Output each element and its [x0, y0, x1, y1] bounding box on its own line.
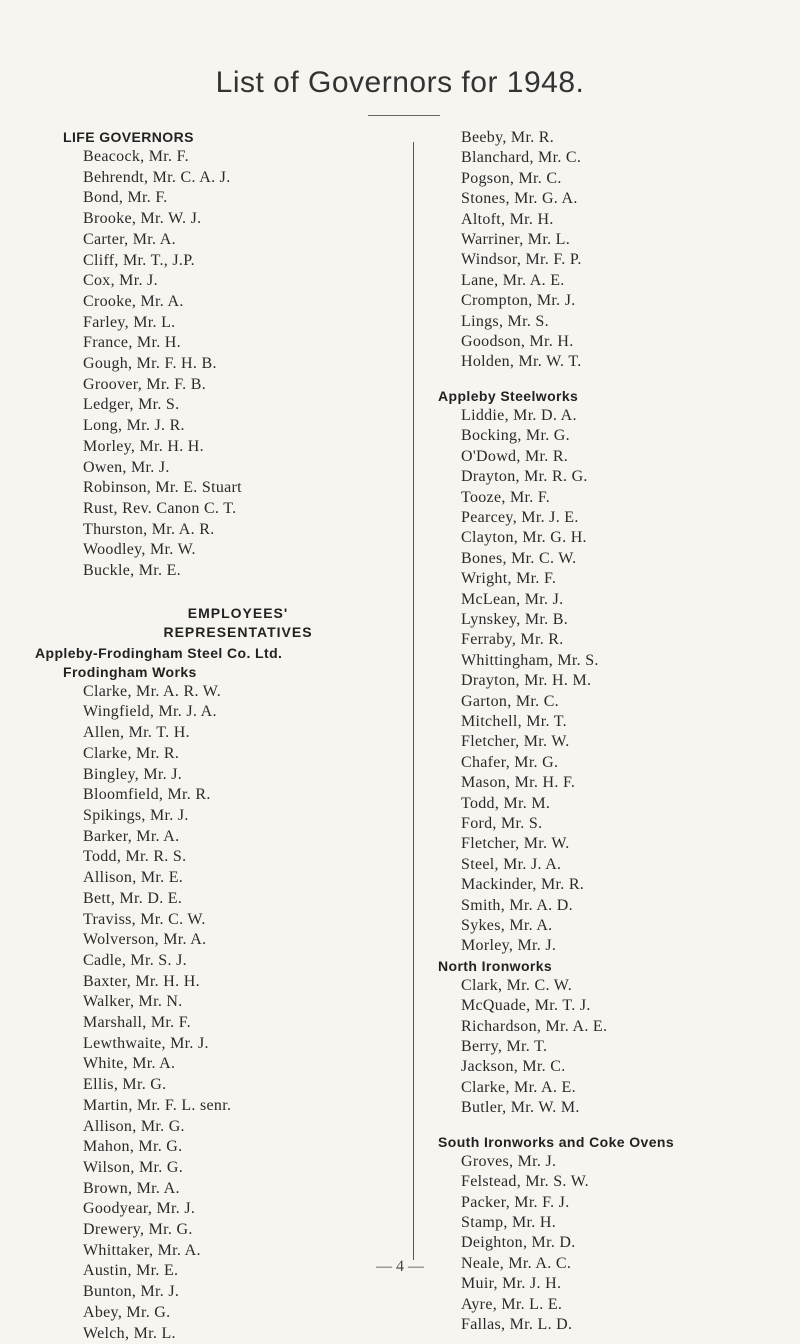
list-item: Austin, Mr. E.: [83, 1262, 179, 1280]
list-item: Drayton, Mr. H. M.: [461, 672, 592, 690]
list-item: Morley, Mr. H. H.: [83, 437, 204, 455]
list-item: Owen, Mr. J.: [83, 458, 170, 476]
list-item: Pearcey, Mr. J. E.: [461, 508, 579, 526]
list-item: Wilson, Mr. G.: [83, 1158, 184, 1176]
list-item: Bett, Mr. D. E.: [83, 889, 183, 907]
list-item: Fallas, Mr. L. D.: [461, 1315, 573, 1333]
list-item: Bingley, Mr. J.: [83, 765, 183, 783]
continued-list: [438, 128, 788, 373]
list-item: Groover, Mr. F. B.: [83, 375, 207, 393]
list-item: Liddie, Mr. D. A.: [461, 406, 577, 424]
list-item: Crooke, Mr. A.: [83, 292, 184, 310]
list-item: Stamp, Mr. H.: [461, 1213, 557, 1231]
list-item: Martin, Mr. F. L. senr.: [83, 1096, 232, 1114]
title-rule: [368, 115, 440, 116]
list-item: Cliff, Mr. T., J.P.: [83, 251, 195, 269]
list-item: Felstead, Mr. S. W.: [461, 1173, 589, 1191]
list-item: Clarke, Mr. A. E.: [461, 1078, 576, 1096]
list-item: Woodley, Mr. W.: [83, 541, 196, 559]
list-item: Spikings, Mr. J.: [83, 806, 189, 824]
list-item: Carter, Mr. A.: [83, 230, 176, 248]
frodingham-list: [63, 682, 413, 1344]
list-item: Clarke, Mr. A. R. W.: [83, 682, 222, 700]
list-item: Drewery, Mr. G.: [83, 1221, 193, 1239]
appleby-list: [438, 406, 788, 957]
list-item: Neale, Mr. A. C.: [461, 1254, 572, 1272]
list-item: Stones, Mr. G. A.: [461, 190, 578, 208]
frodingham-heading: Frodingham Works: [63, 663, 197, 680]
list-item: Buckle, Mr. E.: [83, 562, 181, 580]
list-item: Whittingham, Mr. S.: [461, 651, 599, 669]
list-item: Bocking, Mr. G.: [461, 427, 570, 445]
list-item: Todd, Mr. R. S.: [83, 848, 187, 866]
left-column: [35, 128, 413, 1344]
list-item: Ferraby, Mr. R.: [461, 631, 564, 649]
list-item: Walker, Mr. N.: [83, 993, 183, 1011]
page-number: — 4 —: [376, 1258, 424, 1275]
list-item: Behrendt, Mr. C. A. J.: [83, 168, 231, 186]
page-title: List of Governors for 1948.: [215, 66, 585, 99]
list-item: Bones, Mr. C. W.: [461, 549, 577, 567]
list-item: Beeby, Mr. R.: [461, 129, 555, 146]
list-item: Allison, Mr. E.: [83, 869, 184, 887]
list-item: Brooke, Mr. W. J.: [83, 210, 202, 228]
list-item: Allen, Mr. T. H.: [83, 724, 190, 742]
list-item: Clarke, Mr. R.: [83, 744, 180, 762]
list-item: Blanchard, Mr. C.: [461, 149, 582, 167]
list-item: Todd, Mr. M.: [461, 794, 551, 812]
frodingham-section: [63, 663, 413, 1344]
list-item: Abey, Mr. G.: [83, 1303, 171, 1321]
south-heading: South Ironworks and Coke Ovens: [438, 1133, 675, 1150]
list-item: Brown, Mr. A.: [83, 1179, 180, 1197]
list-item: Deighton, Mr. D.: [461, 1234, 576, 1252]
list-item: Mitchell, Mr. T.: [461, 712, 567, 730]
list-item: Holden, Mr. W. T.: [461, 353, 582, 371]
appleby-heading: Appleby Steelworks: [438, 387, 579, 404]
list-item: Wingfield, Mr. J. A.: [83, 703, 217, 721]
list-item: Lynskey, Mr. B.: [461, 610, 569, 628]
list-item: Goodyear, Mr. J.: [83, 1200, 196, 1218]
list-item: Allison, Mr. G.: [83, 1117, 185, 1135]
list-item: Thurston, Mr. A. R.: [83, 520, 215, 538]
list-item: Ledger, Mr. S.: [83, 396, 180, 414]
list-item: Wolverson, Mr. A.: [83, 931, 207, 949]
list-item: Ford, Mr. S.: [461, 815, 543, 832]
north-list: [438, 976, 788, 1119]
list-item: Gough, Mr. F. H. B.: [83, 355, 217, 373]
list-item: Warriner, Mr. L.: [461, 231, 571, 249]
list-item: Marshall, Mr. F.: [83, 1014, 191, 1032]
list-item: Baxter, Mr. H. H.: [83, 972, 200, 990]
list-item: Ellis, Mr. G.: [83, 1076, 167, 1094]
list-item: Clayton, Mr. G. H.: [461, 529, 587, 547]
list-item: McLean, Mr. J.: [461, 590, 564, 608]
list-item: Clark, Mr. C. W.: [461, 976, 573, 994]
list-item: Cox, Mr. J.: [83, 272, 158, 290]
list-item: Farley, Mr. L.: [83, 313, 176, 331]
list-item: White, Mr. A.: [83, 1055, 176, 1073]
list-item: Beacock, Mr. F.: [83, 148, 189, 165]
list-item: Ayre, Mr. L. E.: [461, 1295, 563, 1313]
list-item: Fletcher, Mr. W.: [461, 733, 570, 751]
section-spacer: [63, 582, 413, 604]
list-item: Berry, Mr. T.: [461, 1038, 548, 1056]
list-item: Bond, Mr. F.: [83, 189, 168, 207]
list-item: Whittaker, Mr. A.: [83, 1241, 201, 1259]
list-item: Robinson, Mr. E. Stuart: [83, 479, 242, 497]
list-item: Lane, Mr. A. E.: [461, 271, 565, 289]
list-item: Altoft, Mr. H.: [461, 210, 554, 228]
list-item: McQuade, Mr. T. J.: [461, 997, 591, 1015]
list-item: Windsor, Mr. F. P.: [461, 251, 582, 269]
life-governors-heading: LIFE GOVERNORS: [63, 129, 194, 145]
list-item: Sykes, Mr. A.: [461, 917, 553, 935]
list-item: Groves, Mr. J.: [461, 1152, 557, 1170]
north-heading: North Ironworks: [438, 957, 553, 974]
list-item: Garton, Mr. C.: [461, 692, 559, 710]
list-item: Packer, Mr. F. J.: [461, 1193, 570, 1211]
list-item: Bloomfield, Mr. R.: [83, 786, 211, 804]
life-governors-section: [63, 128, 413, 582]
list-item: Butler, Mr. W. M.: [461, 1099, 580, 1117]
list-item: O'Dowd, Mr. R.: [461, 447, 569, 465]
employees-heading-line1: EMPLOYEES': [187, 604, 289, 621]
list-item: Tooze, Mr. F.: [461, 488, 551, 506]
company-heading: Appleby-Frodingham Steel Co. Ltd.: [35, 644, 283, 661]
south-section: [438, 1133, 788, 1336]
column-divider: [413, 142, 414, 1260]
list-item: Steel, Mr. J. A.: [461, 855, 562, 873]
list-item: Fletcher, Mr. W.: [461, 835, 570, 853]
employees-heading-line2: REPRESENTATIVES: [163, 623, 313, 640]
list-item: Muir, Mr. J. H.: [461, 1275, 562, 1293]
appleby-section: [438, 387, 788, 957]
list-item: Mason, Mr. H. F.: [461, 774, 576, 792]
list-item: Drayton, Mr. R. G.: [461, 468, 588, 486]
list-item: Goodson, Mr. H.: [461, 333, 574, 351]
list-item: France, Mr. H.: [83, 334, 181, 352]
right-column: [438, 128, 788, 1335]
list-item: Jackson, Mr. C.: [461, 1058, 566, 1076]
list-item: Crompton, Mr. J.: [461, 292, 576, 310]
list-item: Bunton, Mr. J.: [83, 1283, 180, 1301]
list-item: Welch, Mr. L.: [83, 1324, 176, 1342]
south-list: [438, 1152, 788, 1336]
list-item: Richardson, Mr. A. E.: [461, 1017, 608, 1035]
list-item: Morley, Mr. J.: [461, 937, 557, 955]
list-item: Lings, Mr. S.: [461, 312, 549, 330]
life-governors-list: [63, 147, 413, 582]
list-item: Chafer, Mr. G.: [461, 753, 559, 771]
north-section: [438, 957, 788, 1119]
list-item: Mahon, Mr. G.: [83, 1138, 183, 1156]
list-item: Traviss, Mr. C. W.: [83, 910, 206, 928]
list-item: Rust, Rev. Canon C. T.: [83, 499, 237, 517]
list-item: Wright, Mr. F.: [461, 570, 557, 588]
list-item: Pogson, Mr. C.: [461, 169, 562, 187]
list-item: Mackinder, Mr. R.: [461, 876, 585, 894]
list-item: Smith, Mr. A. D.: [461, 896, 573, 914]
list-item: Barker, Mr. A.: [83, 827, 180, 845]
list-item: Cadle, Mr. S. J.: [83, 951, 187, 969]
list-item: Lewthwaite, Mr. J.: [83, 1034, 209, 1052]
list-item: Long, Mr. J. R.: [83, 417, 185, 435]
